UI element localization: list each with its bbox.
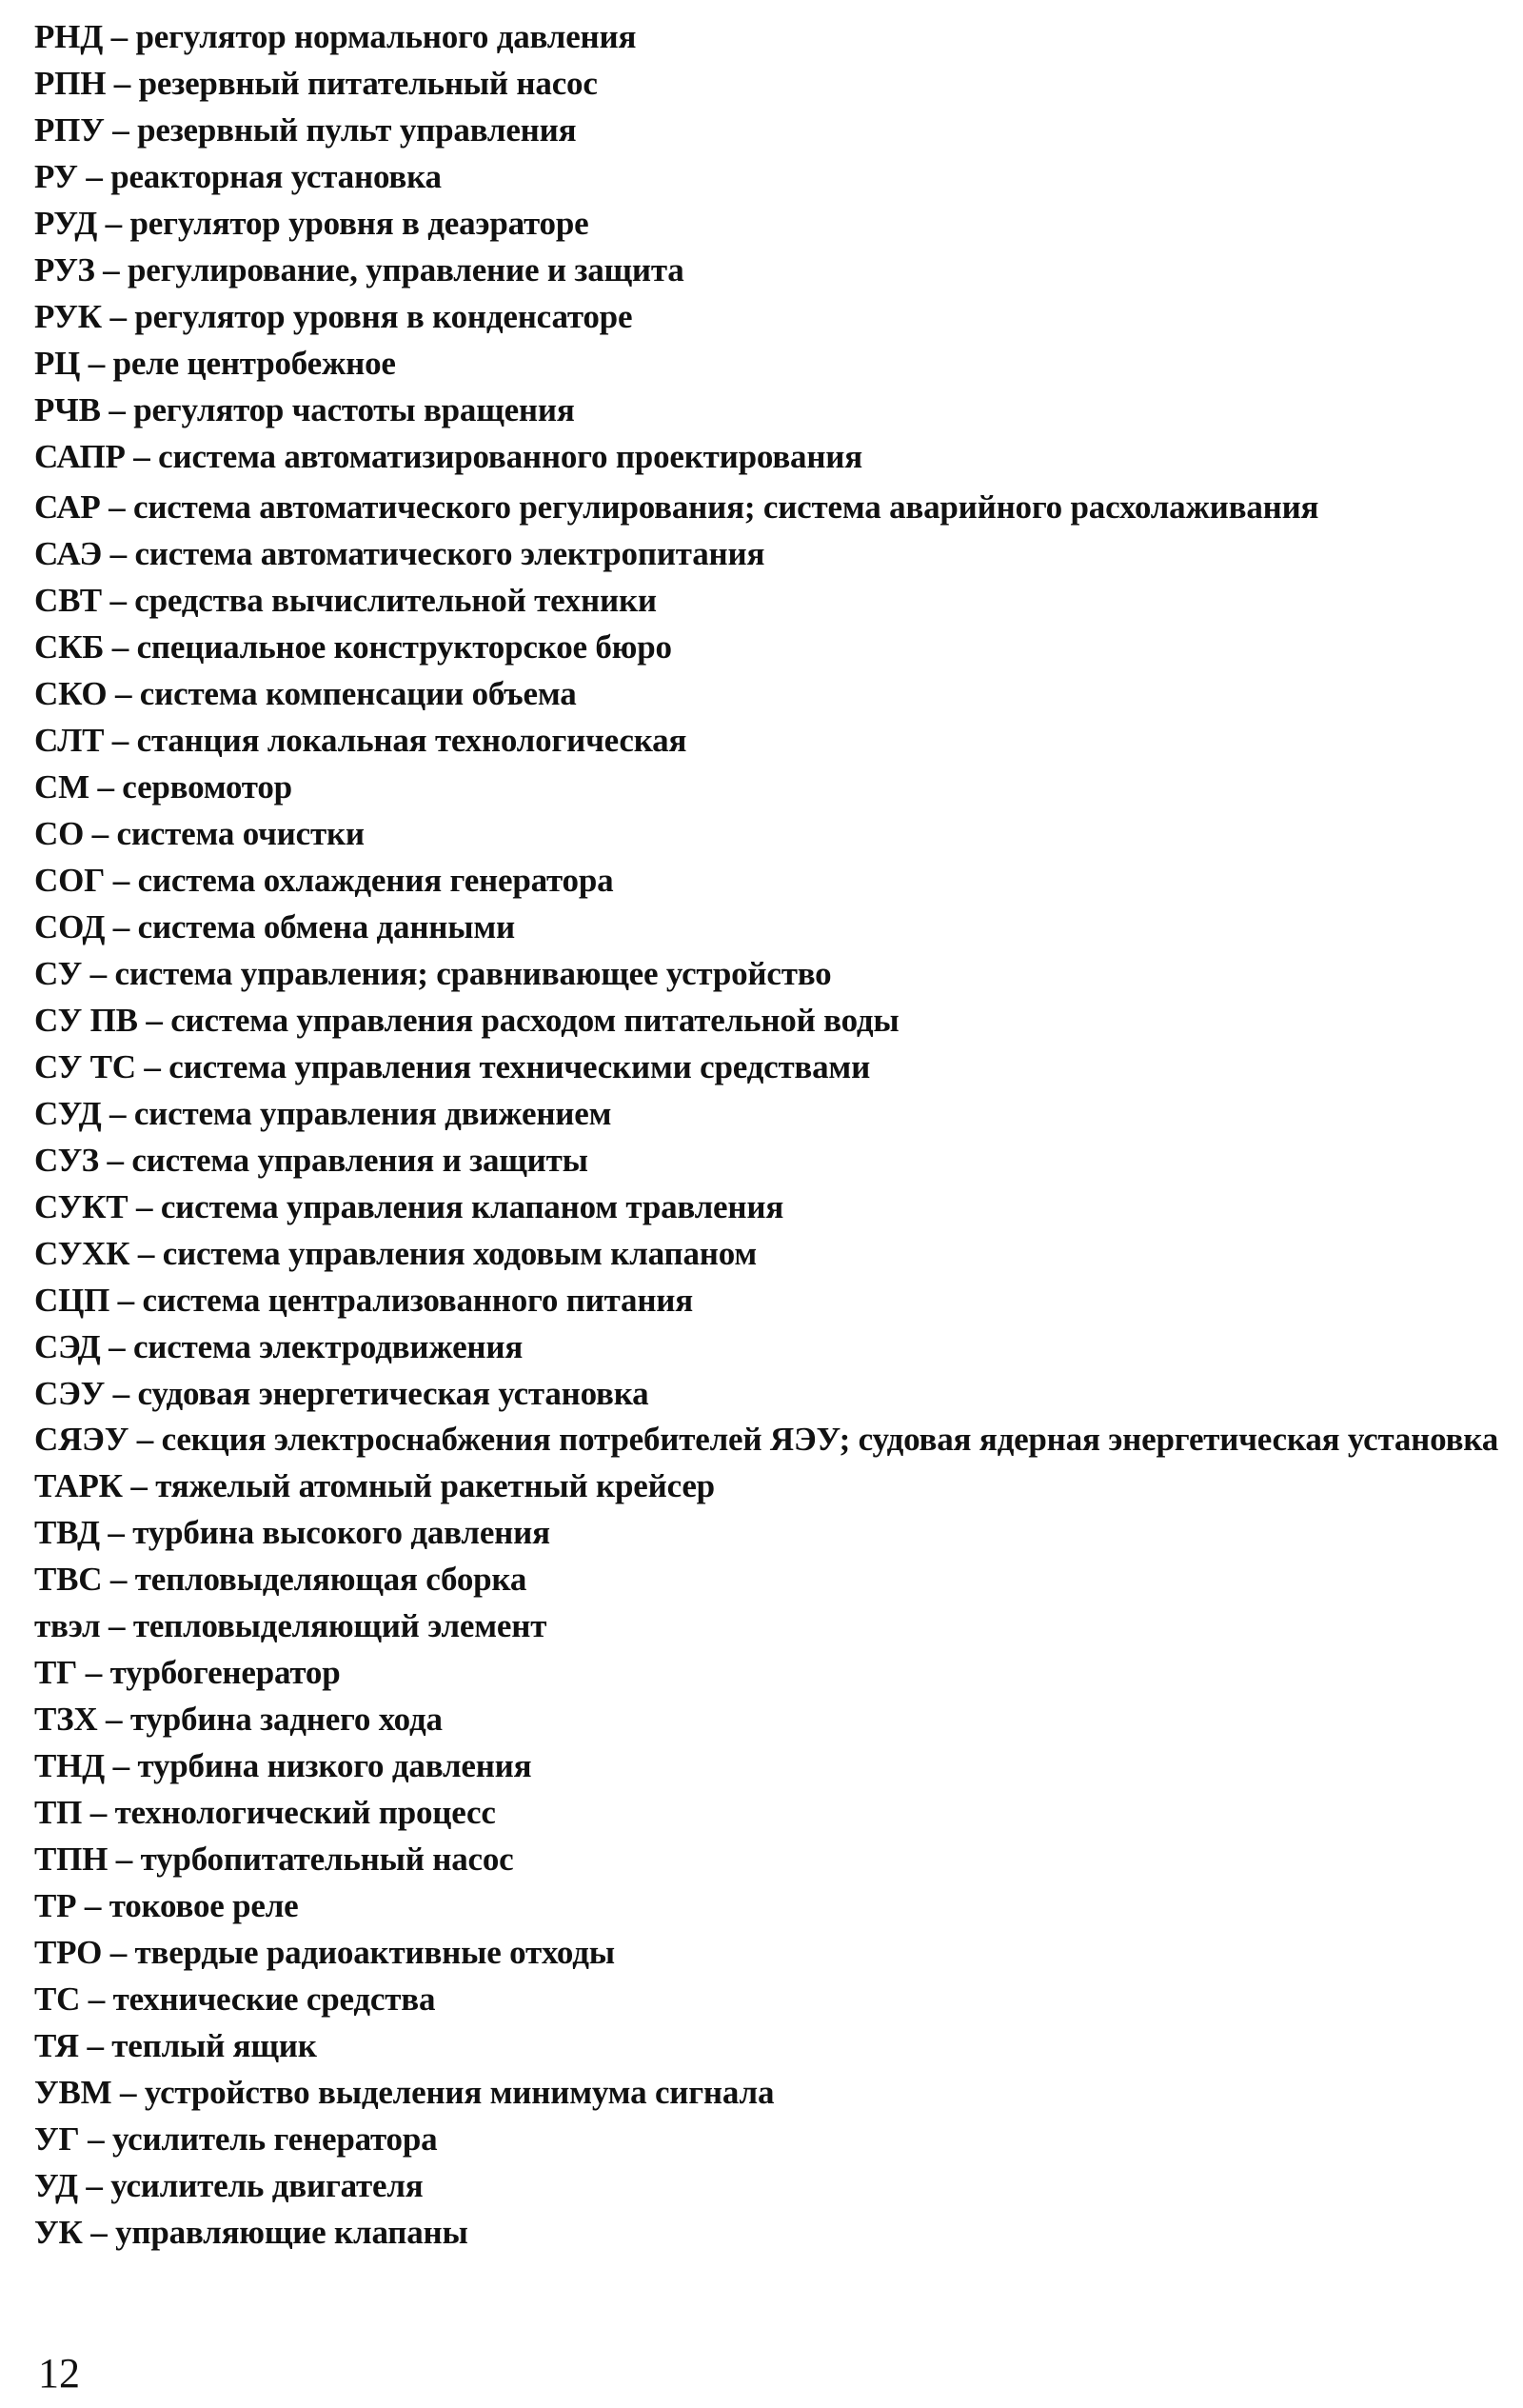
abbreviation-entry: ТЯ – теплый ящик	[34, 2027, 317, 2064]
abbreviation-entry: УК – управляющие клапаны	[34, 2214, 468, 2251]
abbreviation-entry: РПН – резервный питательный насос	[34, 65, 598, 102]
page-number: 12	[38, 2350, 80, 2397]
abbreviation-entry: СУД – система управления движением	[34, 1095, 612, 1132]
abbreviation-entry: ТП – технологический процесс	[34, 1794, 496, 1831]
abbreviation-entry: ТПН – турбопитательный насос	[34, 1841, 514, 1878]
abbreviation-entry: СУ – система управления; сравнивающее устройство	[34, 955, 832, 992]
abbreviation-entry: УД – усилитель двигателя	[34, 2167, 424, 2204]
abbreviation-entry: СЯЭУ – секция электроснабжения потребителей ЯЭУ; судовая ядерная энергетическая установка	[34, 1421, 1499, 1458]
abbreviation-entry: СЛТ – станция локальная технологическая	[34, 722, 687, 759]
abbreviation-list	[34, 13, 1500, 2256]
abbreviation-entry: РЧВ – регулятор частоты вращения	[34, 391, 575, 428]
abbreviation-entry: САР – система автоматического регулирования; система аварийного расхолаживания	[34, 488, 1319, 526]
abbreviation-entry: УВМ – устройство выделения минимума сигнала	[34, 2074, 775, 2111]
abbreviation-entry: РУЗ – регулирование, управление и защита	[34, 251, 684, 289]
abbreviation-entry: ТР – токовое реле	[34, 1887, 299, 1924]
abbreviation-entry: ТЗХ – турбина заднего хода	[34, 1701, 443, 1738]
abbreviation-entry: ТРО – твердые радиоактивные отходы	[34, 1934, 615, 1971]
abbreviation-entry: РНД – регулятор нормального давления	[34, 18, 637, 55]
abbreviation-entry: СУЗ – система управления и защиты	[34, 1142, 588, 1179]
abbreviation-entry: СКБ – специальное конструкторское бюро	[34, 628, 672, 666]
abbreviation-entry: СЦП – система централизованного питания	[34, 1282, 694, 1319]
abbreviation-entry: САЭ – система автоматического электропитания	[34, 535, 765, 572]
abbreviation-entry: ТНД – турбина низкого давления	[34, 1747, 532, 1784]
abbreviation-entry: ТС – технические средства	[34, 1980, 436, 2018]
abbreviation-entry: ТВС – тепловыделяющая сборка	[34, 1561, 527, 1598]
abbreviation-entry: СУ ТС – система управления техническими средствами	[34, 1048, 871, 1085]
abbreviation-entry: ТГ – турбогенератор	[34, 1654, 341, 1691]
abbreviation-entry: СМ – сервомотор	[34, 768, 292, 806]
abbreviation-entry: СУХК – система управления ходовым клапаном	[34, 1235, 757, 1272]
abbreviation-entry: СО – система очистки	[34, 815, 365, 852]
abbreviation-entry: твэл – тепловыделяющий элемент	[34, 1607, 547, 1644]
abbreviation-entry: СОД – система обмена данными	[34, 908, 516, 945]
abbreviation-entry: УГ – усилитель генератора	[34, 2120, 438, 2158]
abbreviation-entry: ТВД – турбина высокого давления	[34, 1514, 550, 1551]
abbreviation-entry: РЦ – реле центробежное	[34, 345, 396, 382]
abbreviation-entry: РУ – реакторная установка	[34, 158, 442, 195]
abbreviation-entry: РПУ – резервный пульт управления	[34, 111, 577, 149]
abbreviation-entry: РУК – регулятор уровня в конденсаторе	[34, 298, 633, 335]
abbreviation-entry: СВТ – средства вычислительной техники	[34, 582, 657, 619]
abbreviation-entry: СЭУ – судовая энергетическая установка	[34, 1375, 649, 1412]
abbreviation-entry: СОГ – система охлаждения генератора	[34, 862, 614, 899]
abbreviation-entry: РУД – регулятор уровня в деаэраторе	[34, 205, 589, 242]
abbreviation-entry: СКО – система компенсации объема	[34, 675, 577, 712]
abbreviation-entry: СУ ПВ – система управления расходом питательной воды	[34, 1002, 900, 1039]
abbreviation-entry: САПР – система автоматизированного проектирования	[34, 438, 862, 475]
abbreviation-entry: ТАРК – тяжелый атомный ракетный крейсер	[34, 1467, 715, 1504]
abbreviation-entry: СУКТ – система управления клапаном травления	[34, 1188, 784, 1225]
abbreviation-entry: СЭД – система электродвижения	[34, 1328, 524, 1365]
